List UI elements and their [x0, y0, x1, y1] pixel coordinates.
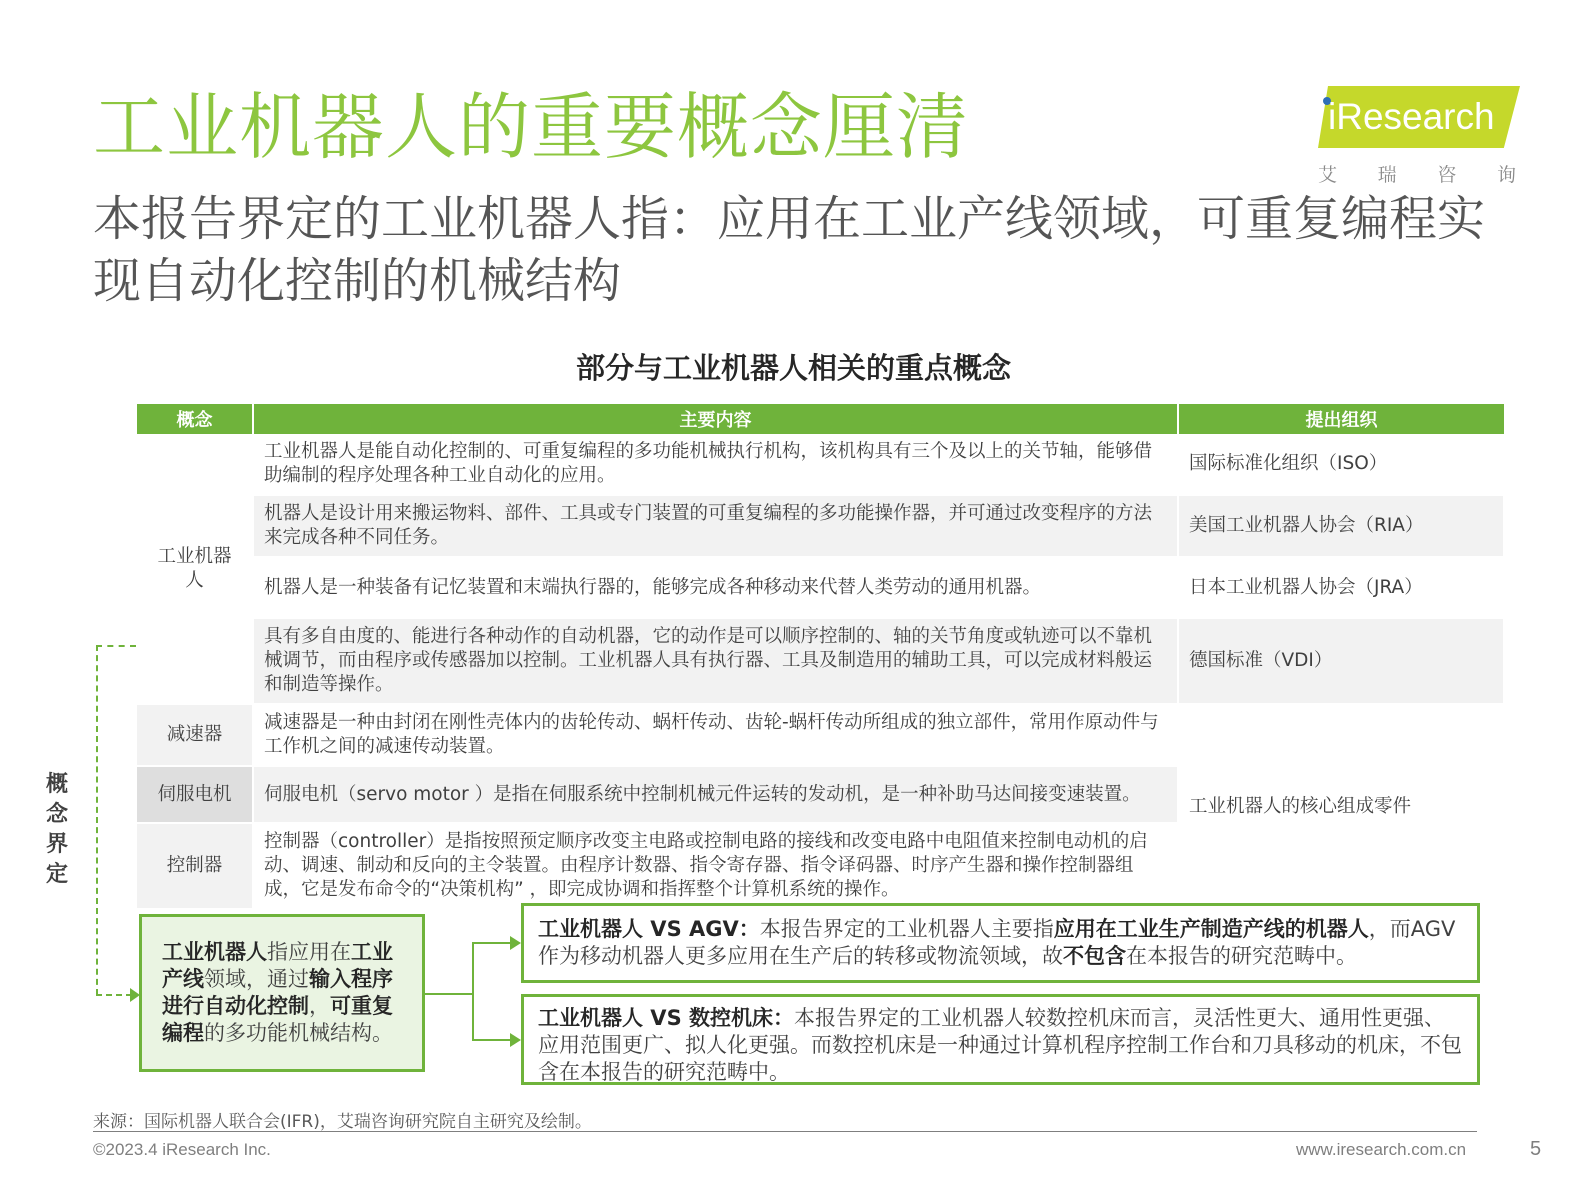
content-cell: 减速器是一种由封闭在刚性壳体内的齿轮传动、蜗杆传动、齿轮-蜗杆传动所组成的独立部件，常用作原动件与工作机之间的减速传动装置。 — [253, 704, 1178, 766]
footer-divider — [93, 1131, 1477, 1132]
connector-line — [472, 1039, 512, 1041]
table-header-row — [137, 404, 1504, 434]
content-cell: 伺服电机（servo motor ）是指在伺服系统中控制机械元件运转的发动机，是一种补助马达间接变速装置。 — [253, 766, 1178, 823]
header-concept: 概念 — [137, 404, 253, 434]
table-row — [137, 495, 1504, 557]
definition-box: 工业机器人指应用在工业产线领域，通过输入程序进行自动化控制，可重复编程的多功能机械结构。 — [139, 914, 425, 1072]
logo-sub-char: 瑞 — [1377, 164, 1397, 186]
header-org: 提出组织 — [1178, 404, 1504, 434]
table-row — [137, 618, 1504, 704]
page-subtitle: 本报告界定的工业机器人指：应用在工业产线领域，可重复编程实现自动化控制的机械结构 — [93, 191, 1486, 309]
concept-cell: 伺服电机 — [137, 766, 253, 823]
connector-line — [472, 942, 474, 1040]
content-cell: 控制器（controller）是指按照预定顺序改变主电路或控制电路的接线和改变电路中电阻值来控制电动机的启动、调速、制动和反向的主令装置。由程序计数器、指令寄存器、指令译码器、时序产生器和操作控制器组成，它是发布命令的“决策机构” ，即完成协调和指挥整个计算机系统的操作。 — [253, 823, 1178, 909]
concept-cell: 工业机器人 — [137, 434, 253, 704]
content-cell: 机器人是一种装备有记忆装置和末端执行器的，能够完成各种移动来代替人类劳动的通用机器。 — [253, 557, 1178, 618]
logo-sub-char: 艾 — [1318, 164, 1338, 186]
arrow-right-icon — [510, 936, 521, 950]
concepts-table — [137, 404, 1505, 910]
comparison-box-agv: 工业机器人 VS AGV：本报告界定的工业机器人主要指应用在工业生产制造产线的机器人，而AGV作为移动机器人更多应用在生产后的转移或物流领域，故不包含在本报告的研究范畴中。 — [521, 903, 1480, 983]
dashed-connector — [96, 994, 132, 996]
concept-cell: 减速器 — [137, 704, 253, 766]
table-row — [137, 434, 1504, 495]
logo-text: iResearch — [1328, 96, 1495, 137]
content-cell: 机器人是设计用来搬运物料、部件、工具或专门装置的可重复编程的多功能操作器，并可通过改变程序的方法来完成各种不同任务。 — [253, 495, 1178, 557]
comparison-box-cnc: 工业机器人 VS 数控机床：本报告界定的工业机器人较数控机床而言，灵活性更大、通用性更强、应用范围更广、拟人化更强。而数控机床是一种通过计算机程序控制工作台和刀具移动的机床，不包含在本报告的研究范畴中。 — [521, 994, 1480, 1085]
copyright: ©2023.4 iResearch Inc. — [93, 1140, 271, 1159]
table-row — [137, 557, 1504, 618]
dashed-connector — [96, 645, 136, 647]
table-row — [137, 704, 1504, 766]
website-link[interactable]: www.iresearch.com.cn — [1296, 1140, 1467, 1159]
source-note: 来源：国际机器人联合会(IFR)，艾瑞咨询研究院自主研究及绘制。 — [93, 1112, 592, 1132]
org-cell-merged: 工业机器人的核心组成零件 — [1178, 704, 1504, 909]
connector-line — [472, 942, 512, 944]
org-cell: 德国标准（VDI） — [1178, 618, 1504, 704]
concept-definition-label: 概念界定 — [45, 772, 68, 887]
org-cell: 美国工业机器人协会（RIA） — [1178, 495, 1504, 557]
org-cell: 国际标准化组织（ISO） — [1178, 434, 1504, 495]
org-cell: 日本工业机器人协会（JRA） — [1178, 557, 1504, 618]
content-cell: 工业机器人是能自动化控制的、可重复编程的多功能机械执行机构，该机构具有三个及以上的关节轴，能够借助编制的程序处理各种工业自动化的应用。 — [253, 434, 1178, 495]
logo-sub-char: 询 — [1496, 164, 1516, 186]
logo-sub-char: 咨 — [1437, 164, 1457, 186]
concept-cell: 控制器 — [137, 823, 253, 909]
arrow-right-icon — [510, 1033, 521, 1047]
connector-line — [425, 993, 473, 995]
page-number: 5 — [1530, 1138, 1542, 1160]
dashed-connector — [96, 645, 98, 995]
content-cell: 具有多自由度的、能进行各种动作的自动机器，它的动作是可以顺序控制的、轴的关节角度或轨迹可以不靠机械调节，而由程序或传感器加以控制。工业机器人具有执行器、工具及制造用的辅助工具，可以完成材料般运和制造等操作。 — [253, 618, 1178, 704]
page-title: 工业机器人的重要概念厘清 — [93, 85, 970, 169]
section-title: 部分与工业机器人相关的重点概念 — [575, 351, 1011, 385]
logo-subtitle — [1318, 160, 1516, 187]
header-content: 主要内容 — [253, 404, 1178, 434]
